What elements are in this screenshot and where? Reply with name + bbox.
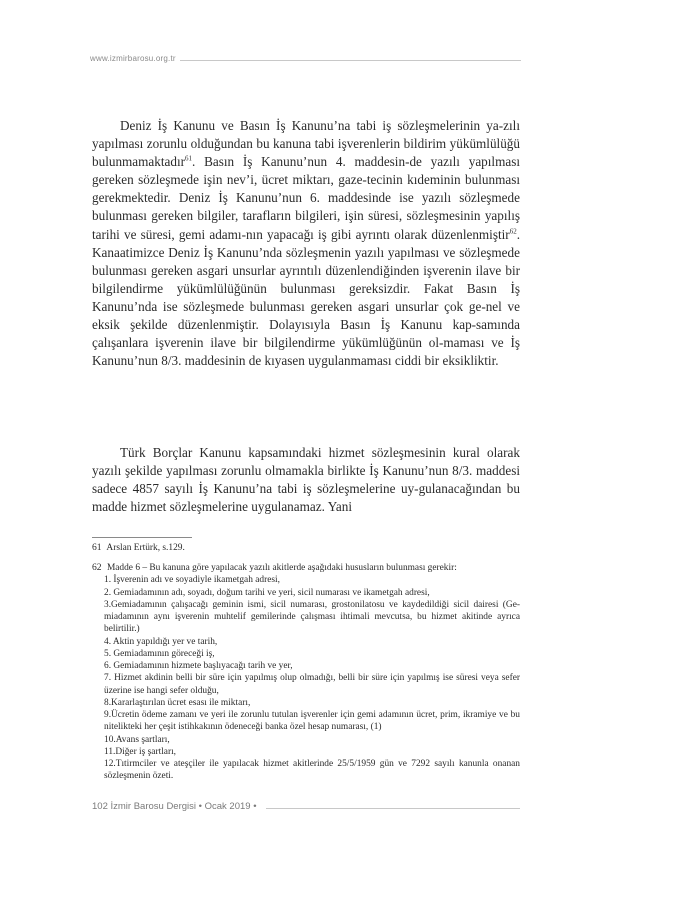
footnote-62-intro: Madde 6 – Bu kanuna göre yapılacak yazılı akitlerde aşağıdaki hususların bulunması gerekir:	[106, 563, 457, 573]
footnote-ref-62[interactable]: 62	[509, 227, 517, 236]
footnote-62-item: 10.Avans şartları,	[104, 734, 170, 745]
header-divider	[180, 60, 521, 61]
footnote-62-item: 8.Kararlaştırılan ücret esası ile miktarı,	[104, 697, 251, 708]
footnote-62-item: 11.Diğer iş şartları,	[104, 746, 177, 757]
footnote-62-item: 4. Aktin yapıldığı yer ve tarih,	[104, 636, 218, 647]
footnote-62-number: 62	[92, 562, 102, 573]
body-paragraph-1	[92, 117, 520, 370]
footnote-61-number: 61	[92, 542, 102, 553]
footnote-62-item: 7. Hizmet akdinin belli bir süre için yapılmış olup olmadığı, belli bir süre için yapılmış ise süresi veya sefer üzerine ise hangi sefer olduğu,	[104, 673, 520, 696]
footnote-62-item: 9.Ücretin ödeme zamanı ve yeri ile zorunlu tutulan işverenler için gemi adamının ücret, prim, ikramiye ve bu nitelikteki her çeşit istihkakının ödeneceği banka özel hesap numarası, (1)	[104, 710, 520, 733]
footnote-62-intro-line	[92, 562, 520, 574]
footnote-61	[92, 542, 520, 554]
footnote-61-text: Arslan Ertürk, s.129.	[106, 543, 185, 553]
footnote-ref-61[interactable]: 61	[185, 154, 193, 163]
header-url: www.izmirbarosu.org.tr	[90, 54, 176, 63]
footer-divider	[266, 808, 520, 809]
footnote-62-item: 5. Gemiadamının göreceği iş,	[104, 648, 215, 659]
footnote-62-item: 2. Gemiadamının adı, soyadı, doğum tarihi ve yeri, sicil numarası ve ikametgah adresi,	[104, 587, 430, 598]
paragraph-1-part-a: Deniz İş Kanunu ve Basın İş Kanunu’na tabi iş sözleşmelerinin ya-zılı yapılması zorunlu olduğundan bu kanuna tabi işverenlerin bildirim yükümlülüğü bulunmamaktadır	[92, 118, 520, 170]
footnote-divider	[92, 537, 192, 538]
body-paragraph-2: Türk Borçlar Kanunu kapsamındaki hizmet sözleşmesinin kural olarak yazılı şekilde yapılması zorunlu olmamakla birlikte İş Kanunu’nun 8/3. maddesi sadece 4857 sayılı İş Kanunu’na tabi iş sözleşmelerine uy-gulanacağından bu madde hizmet sözleşmelerine uygulanamaz. Yani	[92, 445, 520, 515]
footnote-62-item: 3.Gemiadamının çalışacağı geminin ismi, sicil numarası, grostonilatosu ve kaydedildiği sicil dairesi (Ge-miadamının aynı işverenin muhtelif gemilerinde çalışması ihtimali mevcutsa, bu hizmet akitinde ayrıca belirtilir.)	[104, 599, 520, 635]
footnote-62-item: 6. Gemiadamının hizmete başlıyacağı tarih ve yer,	[104, 661, 293, 671]
paragraph-1-part-c: . Kanaatimizce Deniz İş Kanunu’nda sözleşmenin yazılı yapılması ve sözleşmede bulunması gereken asgari unsurlar ayrıntılı düzenlendiğinden işverenin ilave bir bilgilendirme yükümlülüğünün bulunması gereksizdir. Fakat Basın İş Kanunu’nda ise sözleşmede bulunması gereken asgari unsurlar çok ge-nel ve eksik şekilde düzenlenmiştir. Dolayısıyla Basın İş Kanunu kap-samında çalışanlara işverenin ilave bir bilgilendirme yükümlüğünün ol-maması ve İş Kanunu’nun 8/3. maddesinin de kıyasen uygulanmaması ciddi bir eksikliktir.	[92, 226, 520, 369]
footnote-62-item: 1. İşverenin adı ve soyadiyle ikametgah adresi,	[104, 575, 280, 586]
footnote-62-item: 12.Tıtirmciler ve ateşçiler ile yapılacak hizmet akitlerinde 25/5/1959 gün ve 7292 sayılı kanunla onanan sözleşmenin özeti.	[104, 759, 520, 782]
footnote-62	[92, 562, 520, 783]
page-footer: 102 İzmir Barosu Dergisi • Ocak 2019 •	[92, 801, 257, 812]
paragraph-1-part-b: . Basın İş Kanunu’nun 4. maddesin-de yazılı yapılması gereken sözleşmede işin nev’i, ücret miktarı, gaze-tecinin kıdeminin bulunması gerekmektedir. Deniz İş Kanunu’nun 6. maddesinde ise yazılı sözleşmede bulunması gereken bilgiler, tarafların bilgileri, işin süresi, sözleşmesinin yapılış tarihi ve süresi, gemi adamı-nın yapacağı iş gibi ayrıntı olarak düzenlenmiştir	[92, 154, 520, 242]
